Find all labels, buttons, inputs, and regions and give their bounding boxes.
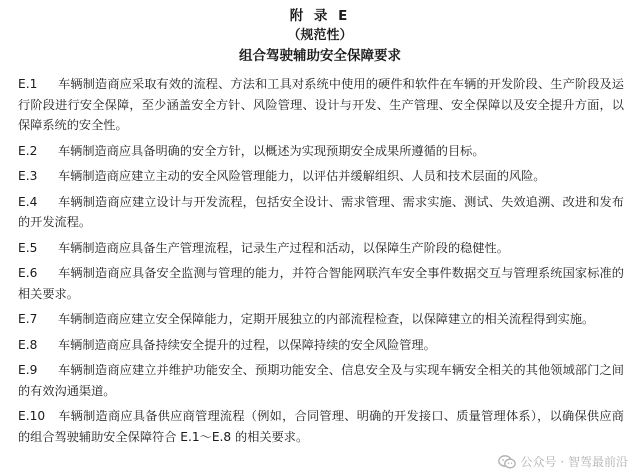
clause-id: E.4 <box>18 194 38 209</box>
clause-text: 车辆制造商应具备生产管理流程，记录生产过程和活动，以保障生产阶段的稳健性。 <box>58 240 509 255</box>
clause-text: 车辆制造商应具备明确的安全方针，以概述为实现预期安全成果所遵循的目标。 <box>58 143 485 158</box>
clause-text: 车辆制造商应具备安全监测与管理的能力，并符合智能网联汽车安全事件数据交互与管理系统国家标准的相关要求。 <box>18 266 624 301</box>
clause-id: E.10 <box>18 409 46 423</box>
clause-e4 <box>18 192 624 233</box>
clause-e5 <box>18 238 624 259</box>
clause-e10 <box>18 406 624 447</box>
clause-e7 <box>18 309 624 330</box>
clause-id: E.6 <box>18 266 38 280</box>
watermark-text: 公众号 · 智驾最前沿 <box>520 455 628 469</box>
clause-id: E.5 <box>18 240 38 255</box>
clause-text: 车辆制造商应建立并维护功能安全、预期功能安全、信息安全及与实现车辆安全相关的其他领域部门之间的有效沟通渠道。 <box>18 363 624 398</box>
clause-text: 车辆制造商应具备供应商管理流程（例如，合同管理、明确的开发接口、质量管理体系），以确保供应商的组合驾驶辅助安全保障符合 E.1～E.8 的相关要求。 <box>18 409 624 444</box>
annex-header <box>0 0 640 66</box>
clause-id: E.7 <box>18 312 38 326</box>
clause-id: E.8 <box>18 337 38 352</box>
watermark <box>496 453 630 470</box>
wechat-icon <box>498 455 516 469</box>
clause-text: 车辆制造商应采取有效的流程、方法和工具对系统中使用的硬件和软件在车辆的开发阶段、生产阶段及运行阶段进行安全保障，至少涵盖安全方针、风险管理、设计与开发、生产管理、安全保障以及安全提升方面，以保障系统的安全性。 <box>18 77 624 132</box>
clause-id: E.3 <box>18 169 38 183</box>
clause-e3 <box>18 166 624 187</box>
clause-e9 <box>18 360 624 401</box>
clause-id: E.2 <box>18 143 38 158</box>
clause-id: E.1 <box>18 77 38 91</box>
clause-list <box>18 74 624 452</box>
clause-id: E.9 <box>18 363 38 377</box>
clause-text: 车辆制造商应建立主动的安全风险管理能力，以评估并缓解组织、人员和技术层面的风险。 <box>58 169 546 183</box>
clause-e1 <box>18 74 624 136</box>
annex-title: 附 录 E <box>289 8 351 24</box>
clause-text: 车辆制造商应建立安全保障能力，定期开展独立的内部流程检查，以保障建立的相关流程得到实施。 <box>58 312 595 326</box>
clause-e2 <box>18 141 624 162</box>
clause-text: 车辆制造商应建立设计与开发流程，包括安全设计、需求管理、需求实施、测试、失效追溯、改进和发布的开发流程。 <box>18 194 624 229</box>
clause-text: 车辆制造商应具备持续安全提升的过程，以保障持续的安全风险管理。 <box>58 337 436 352</box>
clause-e6 <box>18 263 624 304</box>
annex-subject: 组合驾驶辅助安全保障要求 <box>239 48 401 64</box>
annex-type: （规范性） <box>287 28 353 43</box>
clause-e8 <box>18 335 624 356</box>
